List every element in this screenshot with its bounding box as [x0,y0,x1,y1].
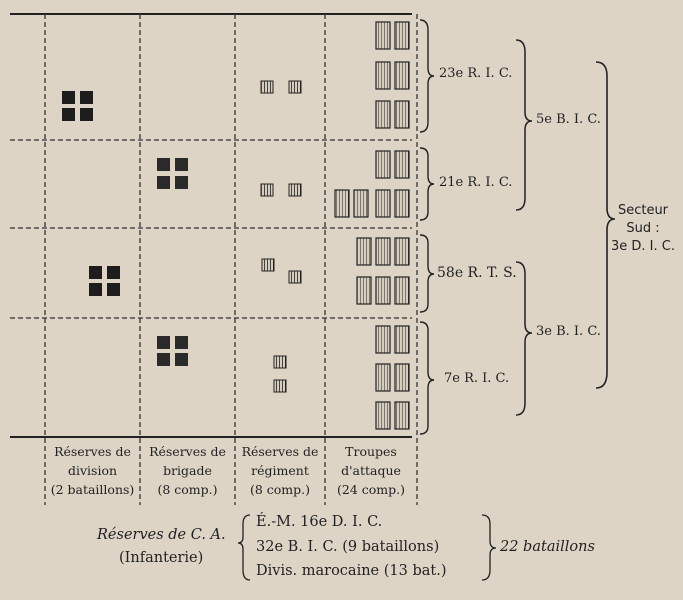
caption-line: brigade [163,463,212,478]
caption-line: (8 comp.) [249,482,311,497]
brace-corps-right [482,515,496,580]
company-marker [261,184,273,196]
company-marker [376,190,390,217]
brace-3e-bic [516,262,532,415]
battalion-marker [80,108,93,121]
company-marker [395,151,409,178]
company-marker [395,402,409,429]
company-marker [289,184,301,196]
company-marker [376,101,390,128]
company-marker [335,190,349,217]
company-marker [376,238,390,265]
company-marker [175,176,188,189]
company-marker [376,277,390,304]
company-marker [395,364,409,391]
division-reserves [62,91,120,296]
battalion-marker [89,266,102,279]
company-marker [376,151,390,178]
company-marker [376,22,390,49]
brace-21e [420,148,434,220]
regiment-braces [420,20,434,434]
company-marker [395,238,409,265]
row-separators [10,140,412,318]
label-7e-ric: 7e R. I. C. [444,371,510,386]
column-caption-brigade [140,442,235,499]
company-marker [274,380,286,392]
caption-line: Réserves de [54,444,131,459]
brace-7e [420,322,434,434]
company-marker [376,364,390,391]
company-marker [274,356,286,368]
company-marker [357,277,371,304]
company-marker [376,326,390,353]
sector-label-line2: Sud : [626,221,660,236]
company-marker [289,81,301,93]
company-marker [157,158,170,171]
company-marker [395,277,409,304]
brace-23e [420,20,434,132]
label-23e-ric: 23e R. I. C. [439,66,513,81]
column-caption-division [45,442,140,499]
brigade-braces [516,40,532,415]
label-5e-bic: 5e B. I. C. [536,112,601,127]
caption-line: Réserves de [149,444,226,459]
company-marker [261,81,273,93]
attack-troops [335,22,409,429]
caption-line: Réserves de [241,444,319,459]
corps-total: 22 bataillons [500,539,595,555]
battalion-marker [80,91,93,104]
caption-line: régiment [251,463,309,478]
battalion-marker [107,283,120,296]
caption-line: d'attaque [341,463,401,478]
company-marker [395,326,409,353]
battalion-marker [62,91,75,104]
label-21e-ric: 21e R. I. C. [439,175,513,190]
company-marker [395,22,409,49]
brace-corps-left [238,515,250,580]
sector-label [611,202,675,256]
company-marker [357,238,371,265]
battalion-marker [107,266,120,279]
sector-label-line1: Secteur [617,203,669,218]
battalion-marker [89,283,102,296]
battalion-marker [62,108,75,121]
company-marker [354,190,368,217]
company-marker [262,259,274,271]
brigade-reserves [157,158,188,366]
company-marker [376,402,390,429]
label-58e-rts: 58e R. T. S. [437,265,517,281]
caption-line: (8 comp.) [157,482,218,497]
regiment-reserves [261,81,301,392]
sector-label-line3: 3e D. I. C. [611,239,675,254]
company-marker [175,353,188,366]
company-marker [175,336,188,349]
column-caption-attack [325,442,417,499]
corps-item-1: É.-M. 16e D. I. C. [256,514,383,530]
company-marker [395,190,409,217]
company-marker [157,353,170,366]
caption-line: division [67,463,118,478]
brace-58e [420,235,434,312]
caption-line: (24 comp.) [337,482,405,497]
corps-reserves-subtitle: (Infanterie) [119,550,204,566]
corps-item-3: Divis. marocaine (13 bat.) [256,563,447,579]
company-marker [395,101,409,128]
company-marker [395,62,409,89]
corps-reserves-title: Réserves de C. A. [97,527,226,543]
company-marker [157,176,170,189]
label-3e-bic: 3e B. I. C. [536,324,601,339]
company-marker [175,158,188,171]
company-marker [157,336,170,349]
company-marker [289,271,301,283]
company-marker [376,62,390,89]
corps-item-2: 32e B. I. C. (9 bataillons) [256,539,440,555]
column-caption-regiment [235,442,325,499]
brace-5e-bic [516,40,532,210]
caption-line: Troupes [345,444,397,459]
caption-line: (2 bataillons) [50,482,135,497]
